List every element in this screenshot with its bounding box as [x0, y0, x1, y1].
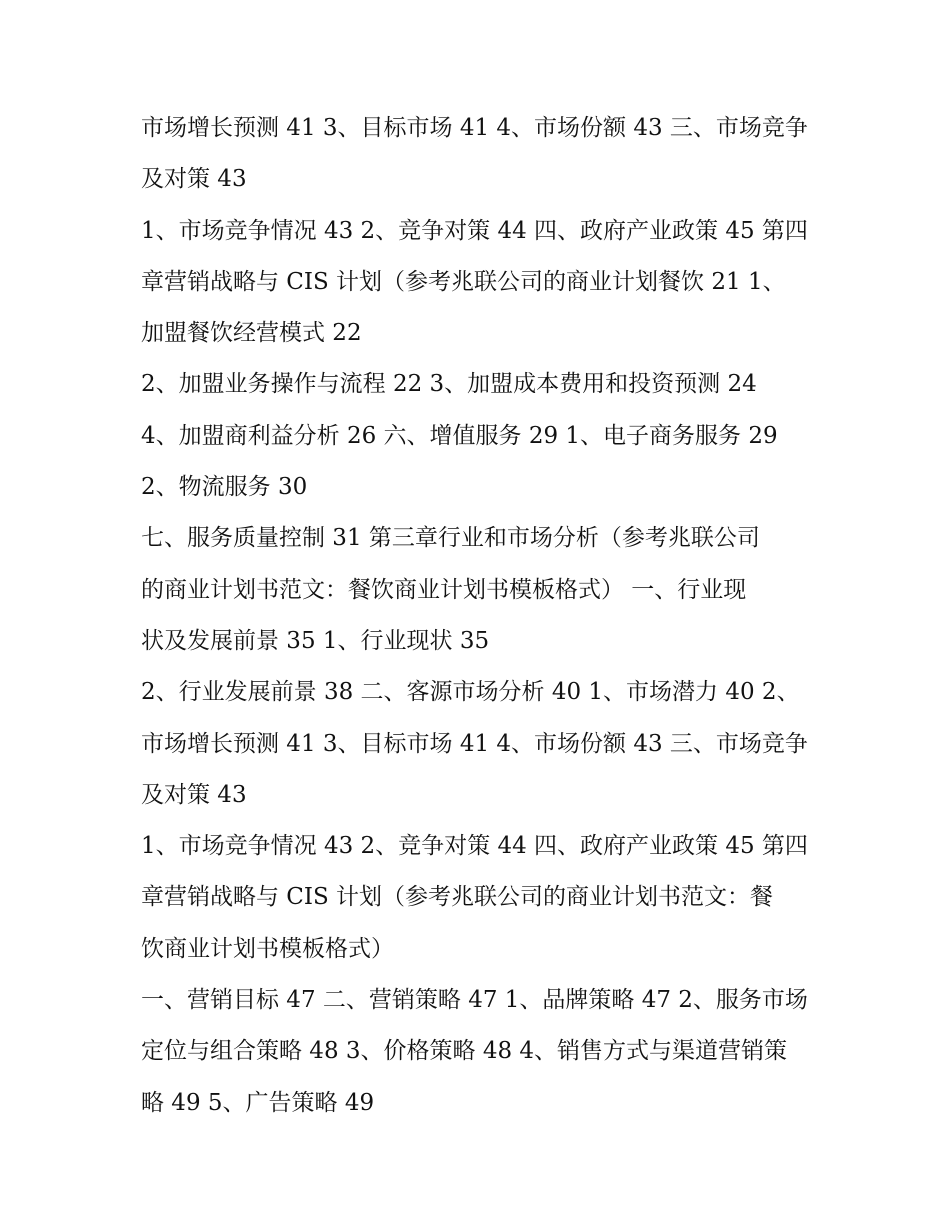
text-line: 一、营销目标 47 二、营销策略 47 1、品牌策略 47 2、服务市场: [141, 987, 808, 1014]
text-line: 饮商业计划书模板格式）: [141, 935, 394, 962]
text-line: 市场增长预测 41 3、目标市场 41 4、市场份额 43 三、市场竞争: [141, 730, 808, 757]
text-line: 章营销战略与 CIS 计划（参考兆联公司的商业计划书范文：餐: [141, 884, 774, 911]
text-line: 1、市场竞争情况 43 2、竞争对策 44 四、政府产业政策 45 第四: [141, 833, 808, 860]
text-line: 加盟餐饮经营模式 22: [141, 320, 362, 347]
text-line: 1、市场竞争情况 43 2、竞争对策 44 四、政府产业政策 45 第四: [141, 217, 808, 244]
text-line: 章营销战略与 CIS 计划（参考兆联公司的商业计划餐饮 21 1、: [141, 268, 786, 295]
text-line: 2、行业发展前景 38 二、客源市场分析 40 1、市场潜力 40 2、: [141, 679, 800, 706]
text-line: 及对策 43: [141, 166, 247, 193]
text-line: 市场增长预测 41 3、目标市场 41 4、市场份额 43 三、市场竞争: [141, 115, 808, 141]
text-line: 的商业计划书范文：餐饮商业计划书模板格式） 一、行业现: [141, 576, 747, 603]
text-line: 2、物流服务 30: [141, 474, 308, 501]
text-line: 2、加盟业务操作与流程 22 3、加盟成本费用和投资预测 24: [141, 371, 757, 398]
text-line: 定位与组合策略 48 3、价格策略 48 4、销售方式与渠道营销策: [141, 1038, 788, 1065]
text-line: 4、加盟商利益分析 26 六、增值服务 29 1、电子商务服务 29: [141, 422, 778, 449]
text-line: 略 49 5、广告策略 49: [141, 1089, 375, 1116]
text-line: 及对策 43: [141, 781, 247, 808]
document-body: [141, 103, 821, 1129]
text-line: 状及发展前景 35 1、行业现状 35: [141, 627, 490, 654]
text-line: 七、服务质量控制 31 第三章行业和市场分析（参考兆联公司: [141, 525, 760, 552]
